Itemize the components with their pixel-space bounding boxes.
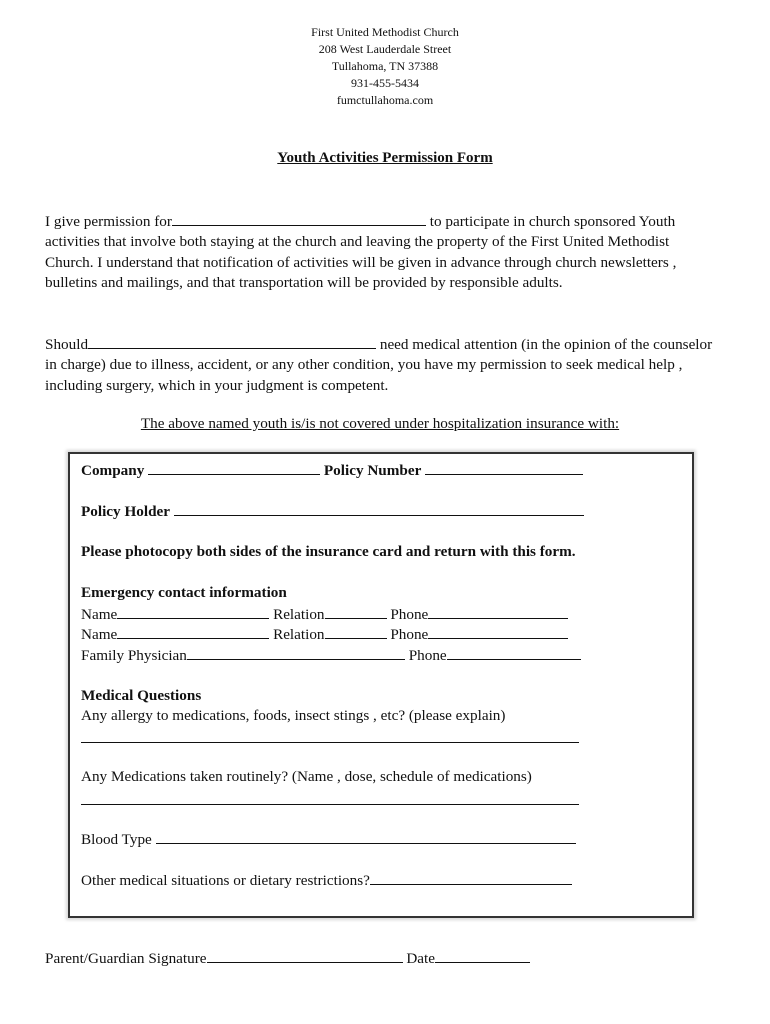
policy-holder-field[interactable] xyxy=(174,501,584,516)
photocopy-note: Please photocopy both sides of the insurance card and return with this form. xyxy=(81,543,576,560)
signature-field[interactable] xyxy=(207,948,403,963)
relation-field-1[interactable] xyxy=(325,604,387,619)
permission-text-end: to participate in church sponsored Youth activities that involve both staying at the church and leaving the property of the First United Methodist Church. I understand that notification of activities will be given in advance through church newsletters , bulletins and mailings, and that transportation will be provided by responsible adults. xyxy=(45,213,677,292)
youth-name-blank-2[interactable] xyxy=(88,334,376,349)
relation-field-2[interactable] xyxy=(325,624,387,639)
church-city: Tullahoma, TN 37388 xyxy=(331,59,439,73)
other-conditions-row xyxy=(81,870,572,891)
signature-row xyxy=(45,948,530,968)
other-conditions-label: Other medical situations or dietary restrictions? xyxy=(81,872,370,889)
emergency-contact-row-1 xyxy=(81,604,568,625)
physician-label: Family Physician xyxy=(81,647,187,664)
company-label: Company xyxy=(81,462,145,479)
church-name: First United Methodist Church xyxy=(311,25,459,39)
coverage-statement: The above named youth is/is not covered under hospitalization insurance with: xyxy=(140,415,620,432)
emergency-contact-row-2 xyxy=(81,624,568,645)
policy-number-label: Policy Number xyxy=(323,462,422,479)
medical-consent-paragraph xyxy=(45,334,720,396)
medical-questions-heading: Medical Questions xyxy=(81,687,202,704)
contact-name-field-2[interactable] xyxy=(117,624,269,639)
insurance-box xyxy=(68,452,694,918)
blood-type-row xyxy=(81,829,576,850)
relation-label: Relation xyxy=(273,626,325,643)
physician-row xyxy=(81,645,581,666)
allergy-answer-line[interactable] xyxy=(81,741,579,743)
youth-name-blank[interactable] xyxy=(172,211,426,226)
permission-text-start: I give permission for xyxy=(45,213,172,230)
blood-type-label: Blood Type xyxy=(81,831,152,848)
company-field[interactable] xyxy=(148,460,320,475)
phone-field-1[interactable] xyxy=(428,604,568,619)
phone-label: Phone xyxy=(390,606,429,623)
relation-label: Relation xyxy=(273,606,325,623)
medications-question: Any Medications taken routinely? (Name , dose, schedule of medications) xyxy=(81,768,532,785)
policy-holder-row xyxy=(81,501,584,522)
date-label: Date xyxy=(406,950,435,967)
signature-label: Parent/Guardian Signature xyxy=(45,950,207,967)
physician-field[interactable] xyxy=(187,645,405,660)
church-phone: 931-455-5434 xyxy=(351,76,419,90)
form-title: Youth Activities Permission Form xyxy=(277,150,493,166)
allergy-question: Any allergy to medications, foods, insect stings , etc? (please explain) xyxy=(81,707,506,724)
phone-field-2[interactable] xyxy=(428,624,568,639)
physician-phone-field[interactable] xyxy=(447,645,581,660)
medications-answer-line[interactable] xyxy=(81,803,579,805)
name-label: Name xyxy=(81,606,118,623)
permission-paragraph xyxy=(45,211,720,294)
policy-number-field[interactable] xyxy=(425,460,583,475)
church-website: fumctullahoma.com xyxy=(336,93,434,107)
other-conditions-field[interactable] xyxy=(370,870,572,885)
physician-phone-label: Phone xyxy=(408,647,447,664)
date-field[interactable] xyxy=(435,948,530,963)
church-header xyxy=(0,24,770,109)
name-label: Name xyxy=(81,626,118,643)
company-row xyxy=(81,460,583,481)
consent-text-start: Should xyxy=(45,336,89,353)
phone-label: Phone xyxy=(390,626,429,643)
consent-text-end: need medical attention (in the opinion of the counselor in charge) due to illness, accident, or any other condition, you have my permission to seek medical help , including surgery, which in your judgment is competent. xyxy=(45,336,713,394)
contact-name-field-1[interactable] xyxy=(117,604,269,619)
church-street: 208 West Lauderdale Street xyxy=(318,42,452,56)
policy-holder-label: Policy Holder xyxy=(81,503,170,520)
blood-type-field[interactable] xyxy=(156,829,576,844)
emergency-heading: Emergency contact information xyxy=(81,584,287,601)
